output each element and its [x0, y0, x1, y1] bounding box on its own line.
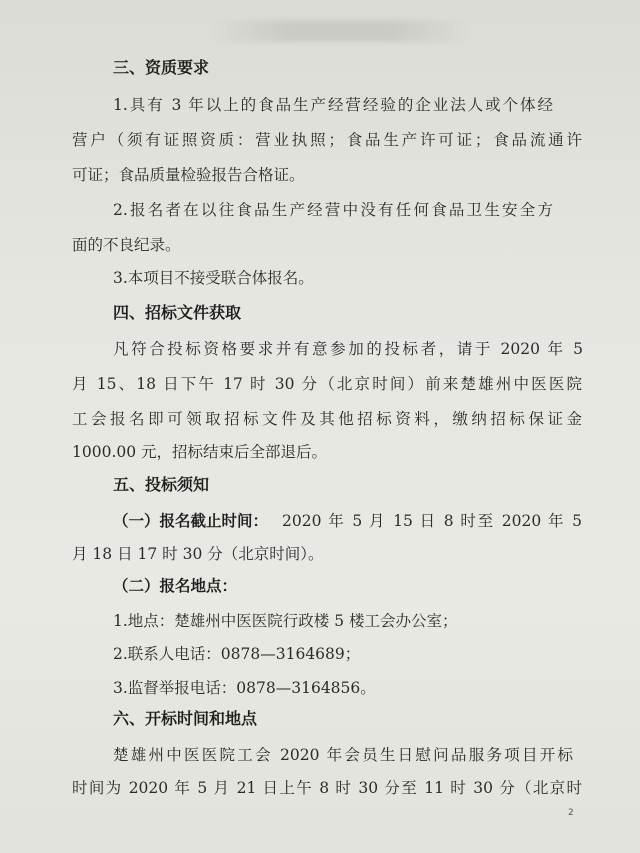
paragraph-line: 1.地点：楚雄州中医医院行政楼 5 楼工会办公室；: [113, 612, 458, 630]
paragraph-line: 时间为 2020 年 5 月 21 日上午 8 时 30 分至 11 时 30 分（北京时: [72, 779, 582, 797]
paragraph-line: 楚雄州中医医院工会 2020 年会员生日慰问品服务项目开标: [113, 746, 573, 764]
paragraph-line: 2.报名者在以往食品生产经营中没有任何食品卫生安全方: [113, 201, 553, 219]
paragraph-line: 3.监督举报电话：0878—3164856。: [113, 679, 376, 697]
paragraph-line: 2020 年 5 月 15 日 8 时至 2020 年 5: [282, 512, 582, 530]
bleed-through-text: [210, 20, 470, 42]
paragraph-line: 面的不良纪录。: [72, 236, 181, 254]
section-heading-bidding-notes: 五、投标须知: [113, 475, 210, 494]
paragraph-line: 2.联系人电话：0878—3164689；: [113, 645, 361, 663]
paragraph-line: 营户（须有证照资质：营业执照；食品生产许可证；食品流通许: [72, 131, 582, 149]
paragraph-line: 1000.00 元，招标结束后全部退后。: [72, 443, 328, 461]
subheading-registration-location: （二）报名地点：: [113, 577, 238, 595]
section-heading-bid-opening: 六、开标时间和地点: [113, 709, 258, 728]
paragraph-line: 3.本项目不接受联合体报名。: [113, 269, 314, 287]
paragraph-line: 工会报名即可领取招标文件及其他招标资料，缴纳招标保证金: [72, 410, 582, 428]
paragraph-line: 1.具有 3 年以上的食品生产经营经验的企业法人或个体经: [113, 96, 553, 114]
paragraph-line: 月 18 日 17 时 30 分（北京时间）。: [72, 545, 324, 563]
paragraph-line: 凡符合投标资格要求并有意参加的投标者，请于 2020 年 5: [113, 340, 583, 358]
paragraph-line: 月 15、18 日下午 17 时 30 分（北京时间）前来楚雄州中医医院: [72, 375, 582, 393]
page-number: 2: [568, 808, 574, 818]
subheading-registration-deadline: （一）报名截止时间：: [113, 512, 269, 530]
section-heading-qualifications: 三、资质要求: [113, 58, 210, 77]
paragraph-line: 可证；食品质量检验报告合格证。: [72, 166, 305, 184]
section-heading-tender-documents: 四、招标文件获取: [113, 303, 242, 322]
